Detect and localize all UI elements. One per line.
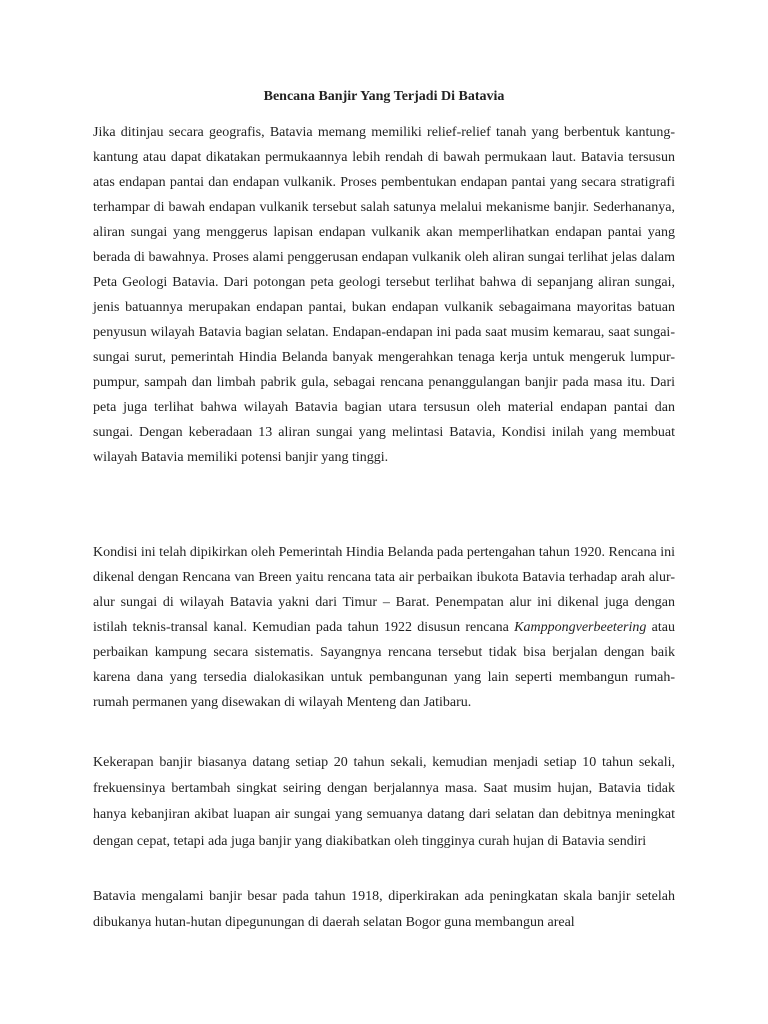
paragraph-geography: Jika ditinjau secara geografis, Batavia memang memiliki relief-relief tanah yang berbentuk kantung-kantung atau dapat dikatakan permukaannya lebih rendah di bawah permukaan laut. Batavia tersusun atas endapan pantai dan endapan vulkanik. Proses pembentukan endapan pantai yang secara stratigrafi terhampar di bawah endapan vulkanik tersebut salah satunya melalui mekanisme banjir. Sederhananya, aliran sungai yang menggerus lapisan endapan vulkanik akan memperlihatkan endapan pantai yang berada di bawahnya. Proses alami penggerusan endapan vulkanik oleh aliran sungai terlihat jelas dalam Peta Geologi Batavia. Dari potongan peta geologi tersebut terlihat bahwa di sepanjang aliran sungai, jenis batuannya merupakan endapan pantai, bukan endapan vulkanik sebagaimana mayoritas batuan penyusun wilayah Batavia bagian selatan. Endapan-endapan ini pada saat musim kemarau, saat sungai-sungai surut, pemerintah Hindia Belanda banyak mengerahkan tenaga kerja untuk mengeruk lumpur-pumpur, sampah dan limbah pabrik gula, sebagai rencana penanggulangan banjir pada masa itu. Dari peta juga terlihat bahwa wilayah Batavia bagian utara tersusun oleh material endapan pantai dan sungai. Dengan keberadaan 13 aliran sungai yang melintasi Batavia, Kondisi inilah yang membuat wilayah Batavia memiliki potensi banjir yang tinggi. — [93, 125, 675, 465]
paragraph-text: Kondisi ini telah dipikirkan oleh Pemerintah Hindia Belanda pada pertengahan tahun 1920. Rencana ini dikenal dengan Rencana van Breen yaitu rencana tata air perbaikan ibukota Batavia terhadap arah alur-alur sungai di wilayah Batavia yakni dari Timur – Barat. Penempatan alur ini dikenal juga dengan istilah teknis-transal kanal. Kemudian pada tahun 1922 disusun rencana — [93, 545, 675, 635]
italic-term: Kamppongverbeetering — [514, 620, 647, 635]
paragraph-flood-1918: Batavia mengalami banjir besar pada tahun 1918, diperkirakan ada peningkatan skala banjir setelah dibukanya hutan-hutan dipegunungan di daerah selatan Bogor guna membangun areal — [93, 889, 675, 931]
paragraph-text: atau perbaikan kampung secara sistematis. Sayangnya rencana tersebut tidak bisa berjalan dengan baik karena dana yang tersedia dialokasikan untuk pembangunan yang lain seperti membangun rumah-rumah permanen yang disewakan di wilayah Menteng dan Jatibaru. — [93, 620, 675, 710]
paragraph-flood-frequency: Kekerapan banjir biasanya datang setiap 20 tahun sekali, kemudian menjadi setiap 10 tahun sekali, frekuensinya bertambah singkat seiring dengan berjalannya masa. Saat musim hujan, Batavia tidak hanya kebanjiran akibat luapan air sungai yang semuanya datang dari selatan dan debitnya meningkat dengan cepat, tetapi ada juga banjir yang diakibatkan oleh tingginya curah hujan di Batavia sendiri — [93, 755, 675, 849]
paragraph-van-breen-plan — [93, 540, 675, 715]
document-title: Bencana Banjir Yang Terjadi Di Batavia — [263, 89, 505, 104]
